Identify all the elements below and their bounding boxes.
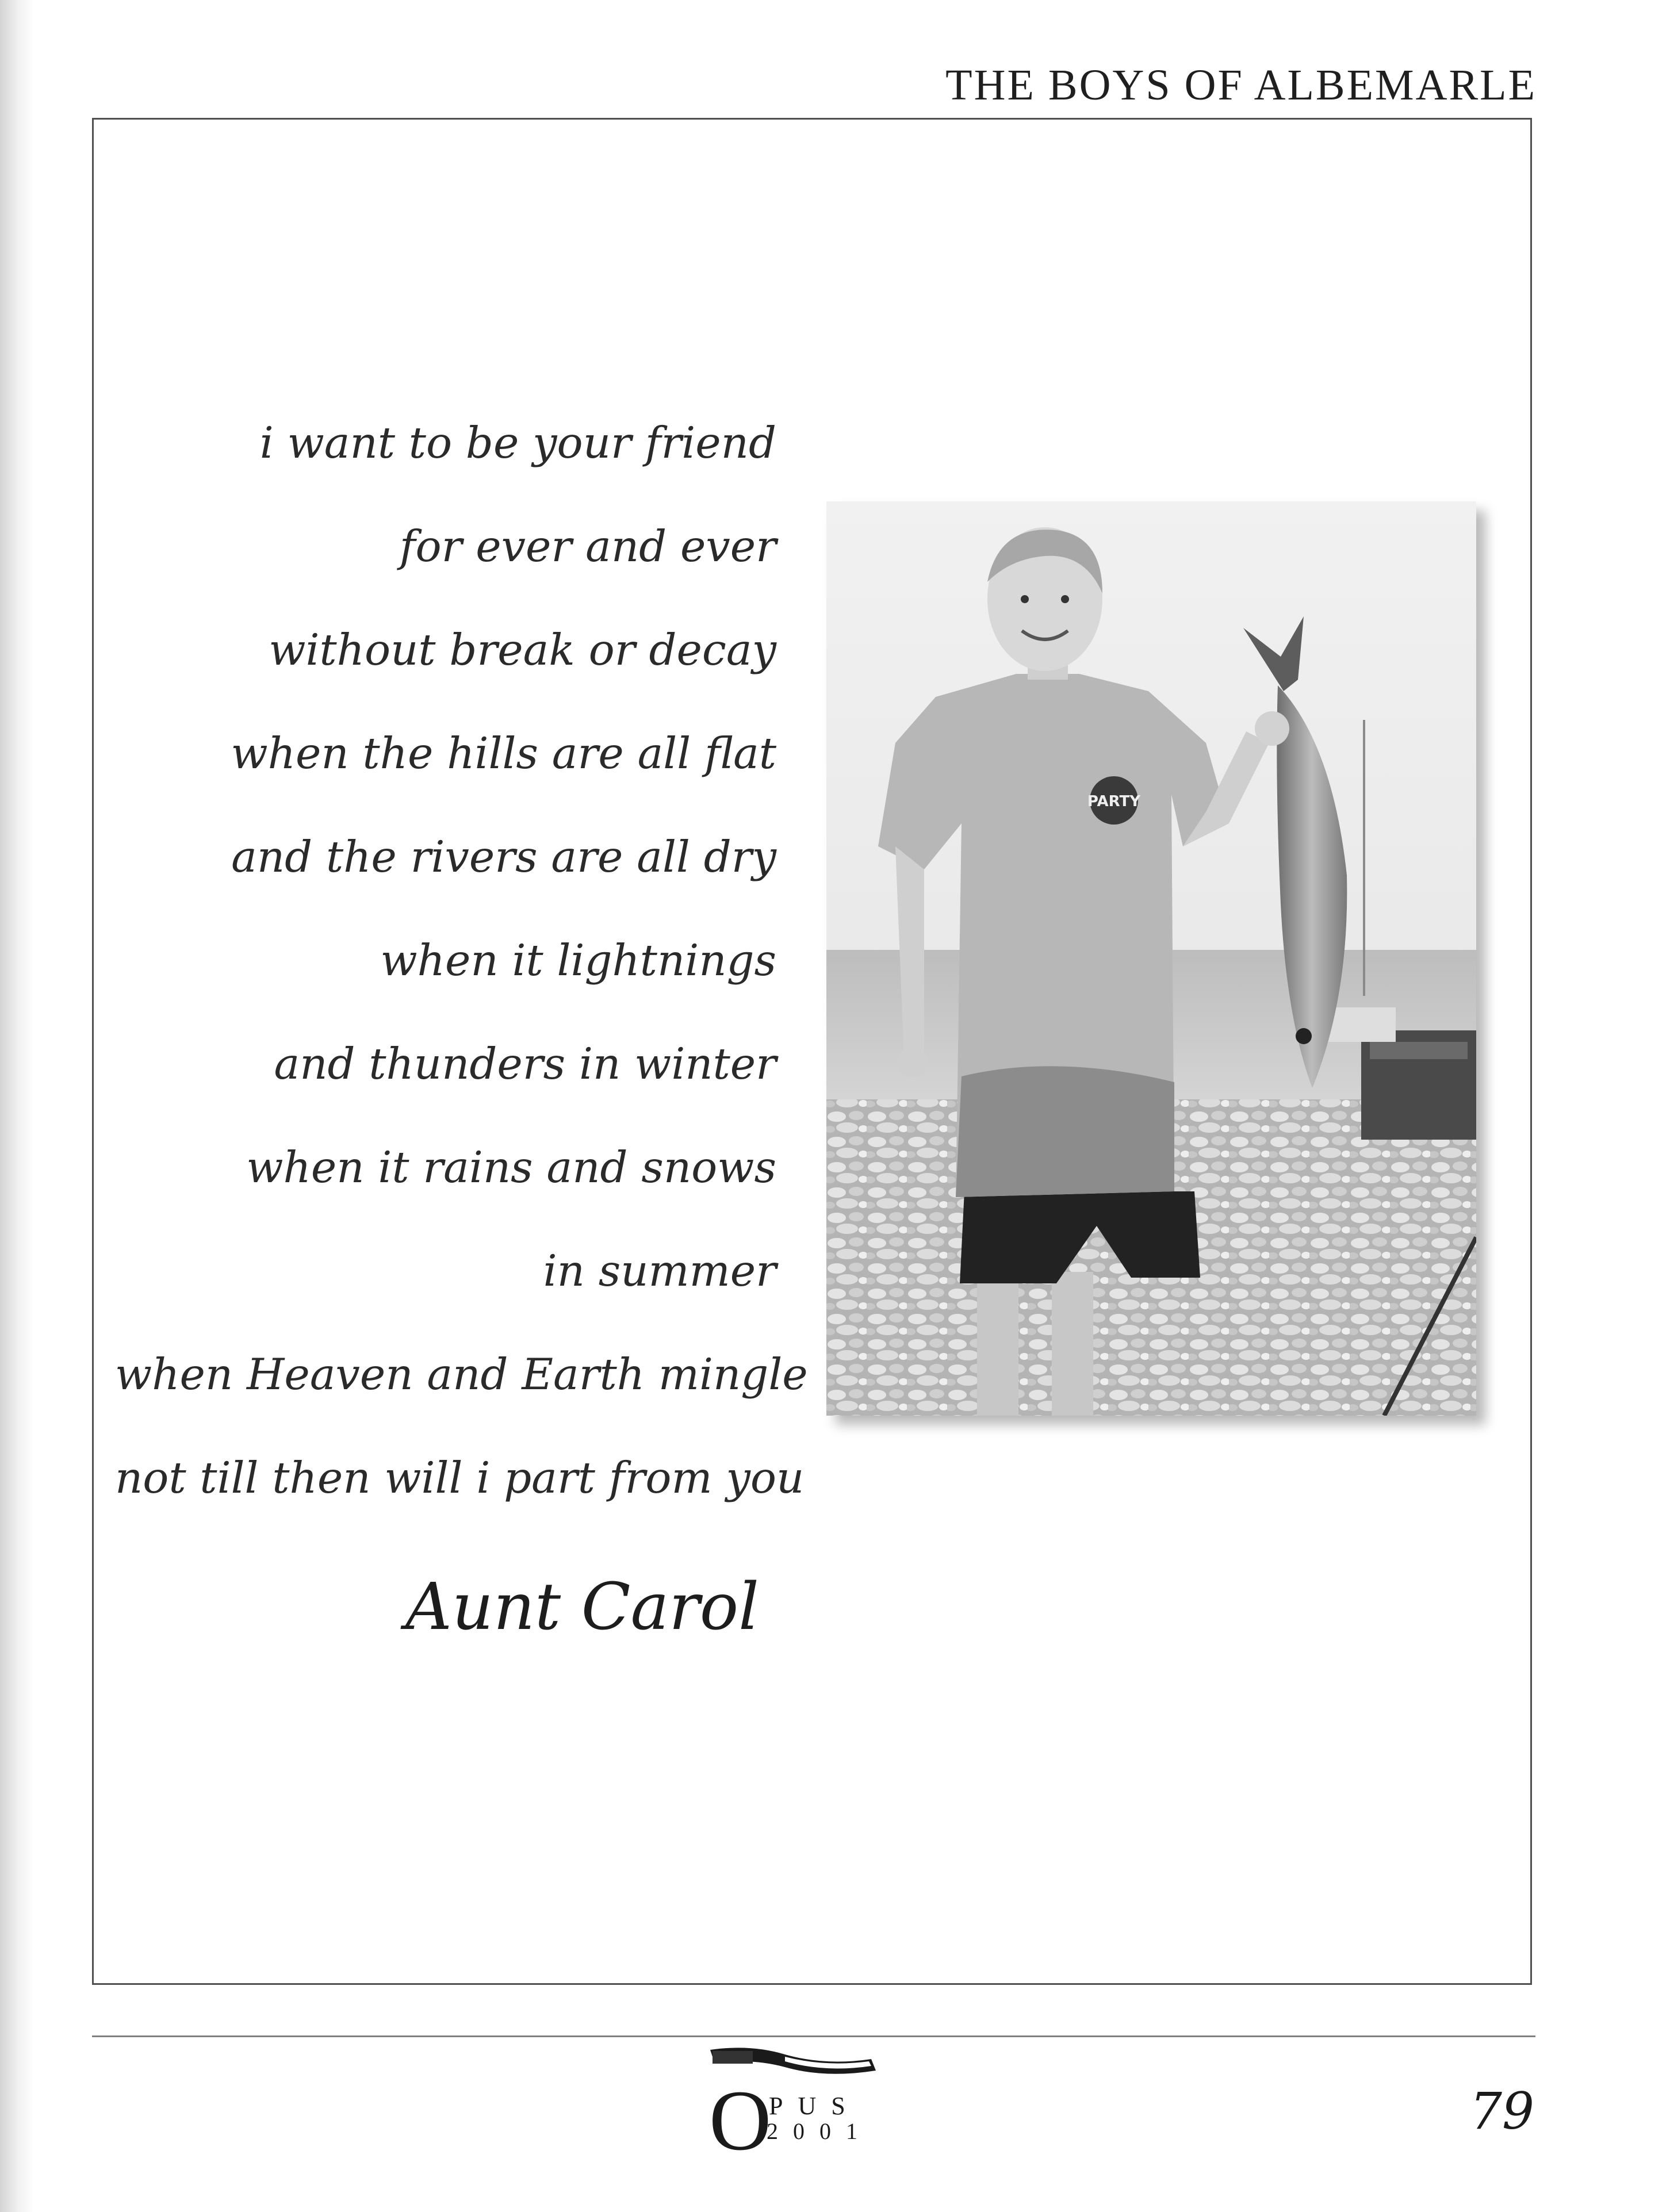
poem-line: for ever and ever	[399, 521, 776, 572]
logo-letter-o: O	[709, 2073, 772, 2168]
opus-2001-logo	[699, 2044, 888, 2168]
boy-holding-fish-photo	[826, 501, 1476, 1416]
poem-line: in summer	[543, 1245, 776, 1296]
poem-signature: Aunt Carol	[405, 1570, 759, 1644]
book-spine-shadow	[0, 0, 35, 2212]
poem-line: i want to be your friend	[259, 417, 776, 468]
running-header: THE BOYS OF ALBEMARLE	[945, 61, 1537, 109]
poem-line: when it rains and snows	[246, 1142, 776, 1193]
footer-rule	[92, 2035, 1535, 2037]
poem-line: without break or decay	[269, 624, 776, 675]
page-number: 79	[1470, 2081, 1534, 2141]
poem	[115, 391, 808, 1529]
poem-line: when it lightnings	[380, 935, 776, 986]
logo-year: 2001	[767, 2118, 872, 2144]
poem-line: not till then will i part from you	[115, 1452, 805, 1503]
shirt-logo-text: PARTY	[1087, 793, 1141, 810]
poem-line: when Heaven and Earth mingle	[115, 1349, 808, 1400]
poem-line: and the rivers are all dry	[231, 831, 776, 882]
poem-line: when the hills are all flat	[231, 728, 776, 779]
poem-line: and thunders in winter	[274, 1038, 776, 1089]
logo-letters-pus: PUS	[769, 2092, 860, 2120]
